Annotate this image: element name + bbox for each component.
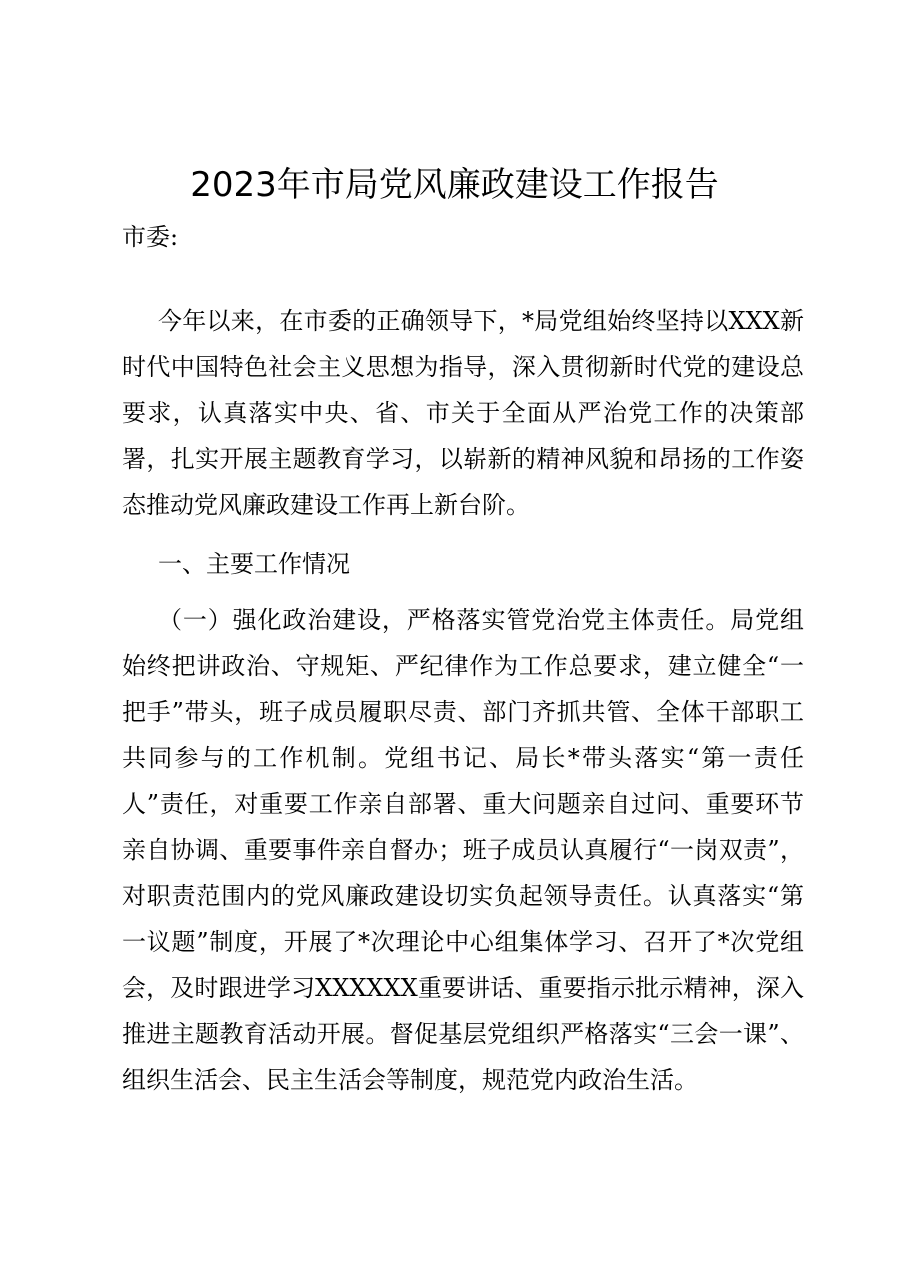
salutation: 市委: (122, 223, 179, 251)
section-heading: 一、主要工作情况 (158, 550, 350, 578)
section-paragraph: （一）强化政治建设，严格落实管党治党主体责任。局党组始终把讲政治、守规矩、严纪律作为工作总要求，建立健全“一把手”带头，班子成员履职尽责、部门齐抓共管、全体干部职工共同参与的工作机制。党组书记、局长*带头落实“第一责任人”责任，对重要工作亲自部署、重大问题亲自过问、重要环节亲自协调、重要事件亲自督办；班子成员认真履行“一岗双责”，对职责范围内的党风廉政建设切实负起领导责任。认真落实“第一议题”制度，开展了*次理论中心组集体学习、召开了*次党组会，及时跟进学习XXXXXX重要讲话、重要指示批示精神，深入推进主题教育活动开展。督促基层党组织严格落实“三会一课”、组织生活会、民主生活会等制度，规范党内政治生活。 (122, 606, 804, 1094)
intro-paragraph: 今年以来，在市委的正确领导下，*局党组始终坚持以XXX新时代中国特色社会主义思想为指导，深入贯彻新时代党的建设总要求，认真落实中央、省、市关于全面从严治党工作的决策部署，扎实开展主题教育学习，以崭新的精神风貌和昂扬的工作姿态推动党风廉政建设工作再上新台阶。 (122, 307, 804, 519)
document-title: 2023年市局党风廉政建设工作报告 (190, 165, 719, 205)
